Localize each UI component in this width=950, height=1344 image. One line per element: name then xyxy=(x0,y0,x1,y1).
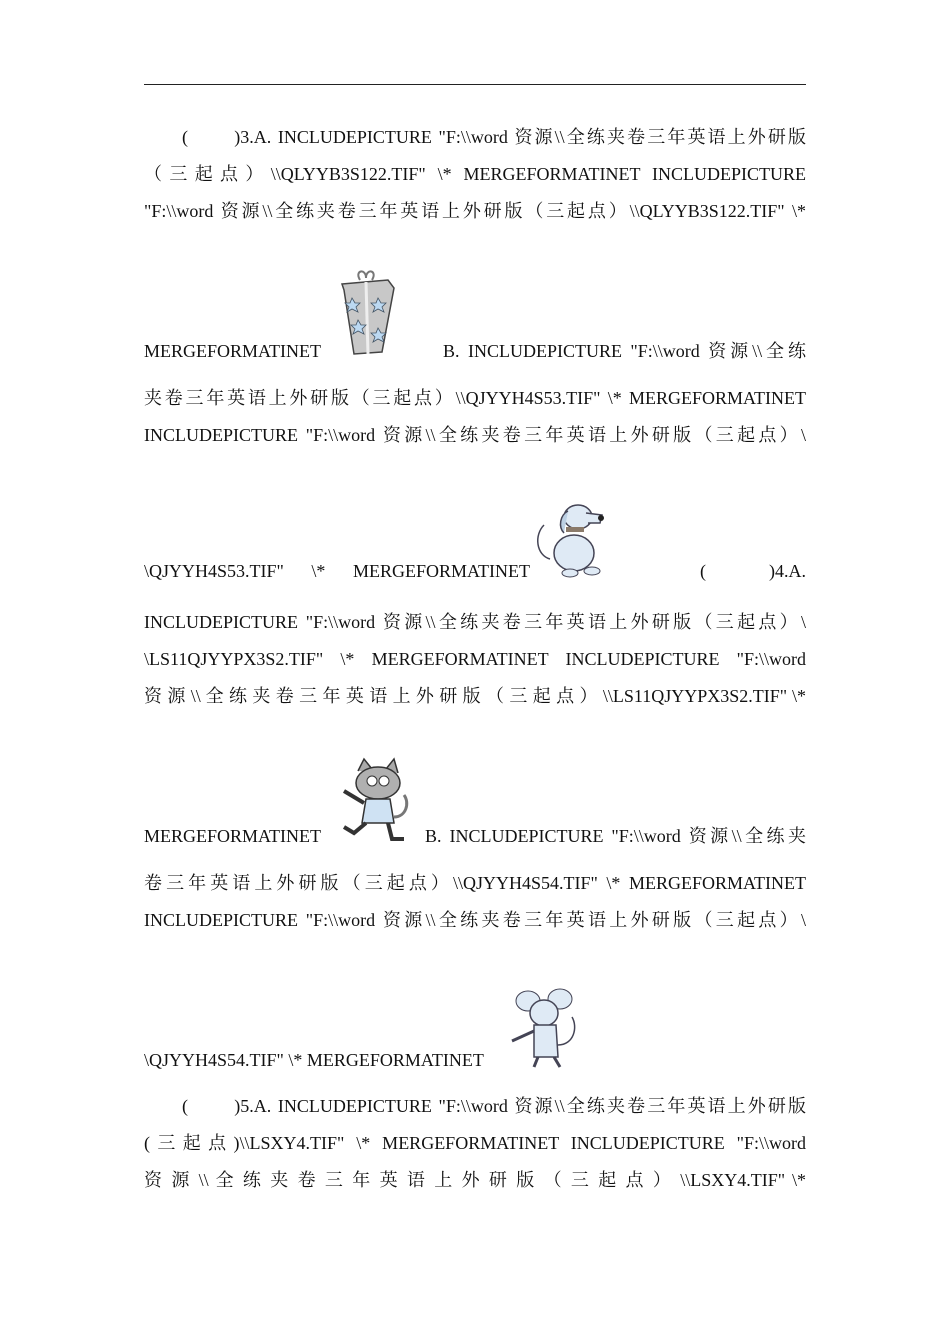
question-4-line-5a: MERGEFORMATINET xyxy=(144,826,322,846)
question-4-line-8: \QJYYH4S54.TIF" \* MERGEFORMATINET xyxy=(144,1050,484,1070)
question-4-label: )4.A. xyxy=(769,561,806,581)
question-3-line-3: "F:\\word 资源\\全练夹卷三年英语上外研版（三起点）\\QLYYB3S122.TIF" \* xyxy=(144,201,806,221)
question-4-bracket-open: ( xyxy=(700,561,706,581)
cat-picture xyxy=(336,757,416,843)
gift-box-picture xyxy=(336,270,398,356)
question-3-option-b: B. INCLUDEPICTURE "F:\\word 资源\\全练 xyxy=(443,341,806,361)
question-3-line-4a: MERGEFORMATINET xyxy=(144,341,322,361)
question-3-line-2: （三起点）\\QLYYB3S122.TIF" \* MERGEFORMATINET INCLUDEPICTURE xyxy=(144,164,806,184)
question-4-option-b: B. INCLUDEPICTURE "F:\\word 资源\\全练夹 xyxy=(425,826,806,846)
dog-picture xyxy=(530,495,606,579)
question-3-line-7: \QJYYH4S53.TIF" \* MERGEFORMATINET xyxy=(144,561,530,581)
question-3-line-5: 夹卷三年英语上外研版（三起点）\\QJYYH4S53.TIF" \* MERGEFORMATINET xyxy=(144,388,806,408)
question-4-line-3: \LS11QJYYPX3S2.TIF" \* MERGEFORMATINET INCLUDEPICTURE "F:\\word xyxy=(144,649,806,669)
mouse-picture xyxy=(508,985,580,1069)
header-rule xyxy=(144,84,806,85)
question-4-line-4: 资 源 \\ 全 练 夹 卷 三 年 英 语 上 外 研 版 （ 三 起 点 ） \\LS11QJYYPX3S2.TIF" \* xyxy=(144,686,806,706)
question-3-line-1: ( )3.A. INCLUDEPICTURE "F:\\word 资源\\全练夹卷三年英语上外研版 xyxy=(182,127,806,147)
question-5-line-3: 资 源 \\ 全 练 夹 卷 三 年 英 语 上 外 研 版 （ 三 起 点 ） \\LSXY4.TIF" \* xyxy=(144,1170,806,1190)
question-4-line-2: INCLUDEPICTURE "F:\\word 资源\\全练夹卷三年英语上外研版（三起点）\ xyxy=(144,612,806,632)
question-4-line-7: INCLUDEPICTURE "F:\\word 资源\\全练夹卷三年英语上外研版（三起点）\ xyxy=(144,910,806,930)
question-5-line-1: ( )5.A. INCLUDEPICTURE "F:\\word 资源\\全练夹卷三年英语上外研版 xyxy=(182,1096,806,1116)
question-5-line-2: (三起点)\\LSXY4.TIF" \* MERGEFORMATINET INCLUDEPICTURE "F:\\word xyxy=(144,1133,806,1153)
question-3-line-6: INCLUDEPICTURE "F:\\word 资源\\全练夹卷三年英语上外研版（三起点）\ xyxy=(144,425,806,445)
question-4-line-6: 卷三年英语上外研版（三起点）\\QJYYH4S54.TIF" \* MERGEFORMATINET xyxy=(144,873,806,893)
